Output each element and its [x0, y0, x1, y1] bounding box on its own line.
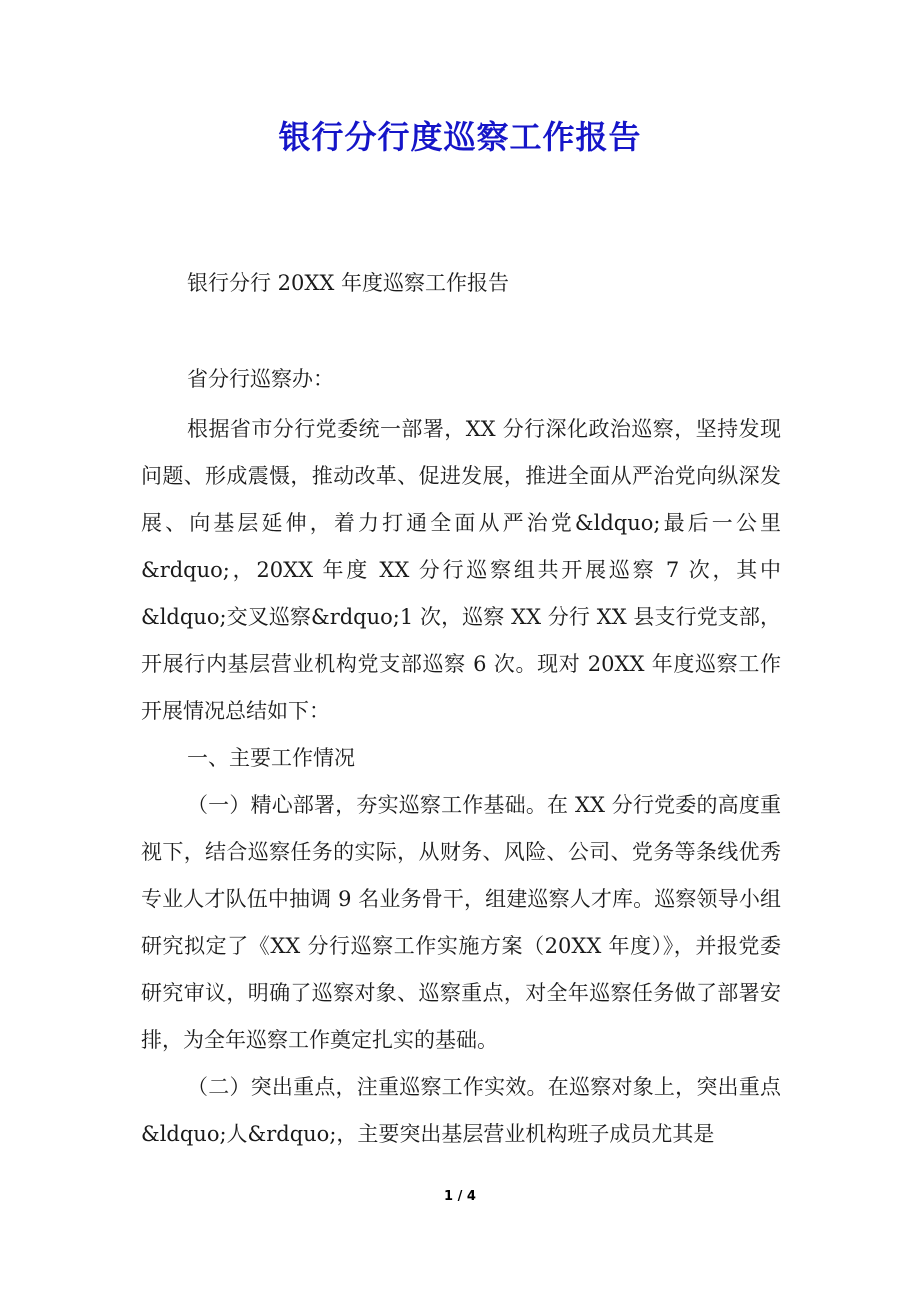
body-paragraph-intro: 根据省市分行党委统一部署，XX 分行深化政治巡察，坚持发现问题、形成震慑，推动改革、促进发展，推进全面从严治党向纵深发展、向基层延伸，着力打通全面从严治党&ldquo;最后一公里&rdquo;，20XX 年度 XX 分行巡察组共开展巡察 7 次，其中&ldquo;交叉巡察&rdquo;1 次，巡察 XX 分行 XX 县支行党支部，开展行内基层营业机构党支部巡察 6 次。现对 20XX 年度巡察工作开展情况总结如下： — [141, 417, 781, 723]
page-number: 1 / 4 — [444, 1189, 476, 1204]
document-body — [141, 406, 781, 1158]
document-title: 银行分行度巡察工作报告 — [278, 118, 642, 156]
body-paragraph-focus: （二）突出重点，注重巡察工作实效。在巡察对象上，突出重点&ldquo;人&rdquo;，主要突出基层营业机构班子成员尤其是 — [141, 1075, 781, 1146]
body-paragraph-deployment: （一）精心部署，夯实巡察工作基础。在 XX 分行党委的高度重视下，结合巡察任务的实际，从财务、风险、公司、党务等条线优秀专业人才队伍中抽调 9 名业务骨干，组建巡察人才库。巡察领导小组研究拟定了《XX 分行巡察工作实施方案（20XX 年度）》，并报党委研究审议，明确了巡察对象、巡察重点，对全年巡察任务做了部署安排，为全年巡察工作奠定扎实的基础。 — [141, 793, 781, 1052]
section-heading-main-work: 一、主要工作情况 — [187, 746, 355, 770]
addressee-line: 省分行巡察办： — [187, 367, 334, 391]
document-subtitle: 银行分行 20XX 年度巡察工作报告 — [187, 271, 509, 295]
